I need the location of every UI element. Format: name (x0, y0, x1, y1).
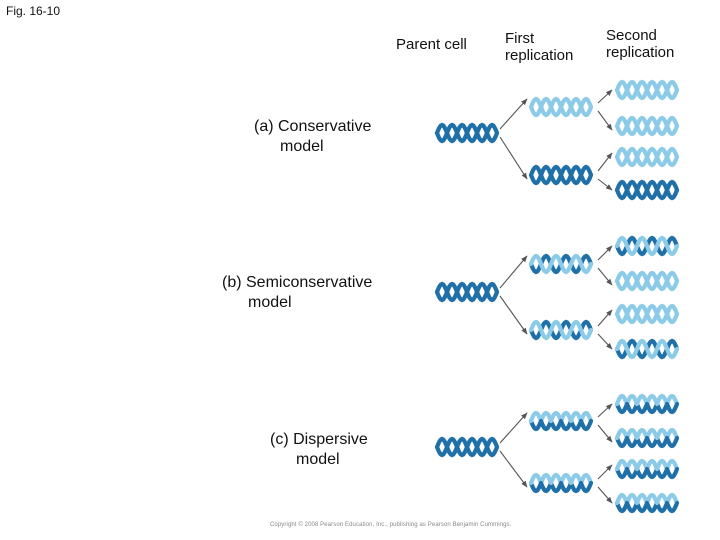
conservative-arrow-second-2 (598, 111, 612, 130)
dispersive-arrow-first-upper (500, 413, 527, 443)
semiconservative-second-helix-2 (617, 273, 677, 289)
conservative-arrow-second-4 (598, 179, 612, 190)
semiconservative-second-helix-4 (617, 341, 677, 357)
dispersive-arrow-first-lower (500, 451, 527, 487)
dispersive-arrow-second-2 (598, 425, 612, 442)
dispersive-parent-helix (437, 439, 497, 455)
model-a-line2: model (280, 138, 324, 155)
semiconservative-arrow-second-2 (598, 268, 612, 285)
semiconservative-arrow-second-4 (598, 334, 612, 349)
semiconservative-arrow-second-1 (598, 246, 612, 260)
conservative-first-helix-2 (531, 167, 591, 183)
conservative-second-helix-4 (617, 182, 677, 198)
dispersive-second-helix-2 (617, 430, 677, 446)
dispersive-second-helix-1 (617, 396, 677, 412)
copyright-notice: Copyright © 2008 Pearson Education, Inc., publishing as Pearson Benjamin Cummings. (270, 522, 512, 528)
model-b-line1: (b) Semiconservative (222, 274, 373, 291)
semiconservative-arrow-first-upper (500, 256, 527, 288)
dispersive-second-helix-3 (617, 461, 677, 477)
header-second-line1: Second (606, 27, 657, 44)
conservative-arrow-second-3 (598, 153, 612, 171)
model-c-line1: (c) Dispersive (270, 431, 368, 448)
figure-label: Fig. 16-10 (6, 4, 61, 18)
conservative-second-helix-2 (617, 118, 677, 134)
semiconservative-second-helix-1 (617, 238, 677, 254)
dispersive-arrow-second-1 (598, 404, 612, 417)
conservative-parent-helix (437, 125, 497, 141)
model-c-line2: model (296, 451, 340, 468)
conservative-arrow-first-upper (500, 99, 527, 129)
conservative-arrow-second-1 (598, 90, 612, 103)
semiconservative-parent-helix (437, 284, 497, 300)
header-first-line2: replication (505, 47, 574, 64)
dispersive-arrow-second-3 (598, 465, 612, 479)
semiconservative-first-helix-2 (531, 322, 591, 338)
semiconservative-arrow-second-3 (598, 310, 612, 326)
semiconservative-arrow-first-lower (500, 296, 527, 334)
header-second-line2: replication (606, 44, 675, 61)
dispersive-second-helix-4 (617, 495, 677, 511)
conservative-second-helix-3 (617, 149, 677, 165)
dispersive-first-helix-1 (531, 413, 591, 429)
model-a-line1: (a) Conservative (254, 118, 372, 135)
model-b-line2: model (248, 294, 292, 311)
header-parent-cell: Parent cell (396, 36, 467, 53)
conservative-second-helix-1 (617, 82, 677, 98)
semiconservative-first-helix-1 (531, 256, 591, 272)
dispersive-arrow-second-4 (598, 487, 612, 503)
semiconservative-second-helix-3 (617, 306, 677, 322)
conservative-first-helix-1 (531, 99, 591, 115)
dispersive-first-helix-2 (531, 475, 591, 491)
header-first-line1: First (505, 30, 535, 47)
conservative-arrow-first-lower (500, 137, 527, 179)
